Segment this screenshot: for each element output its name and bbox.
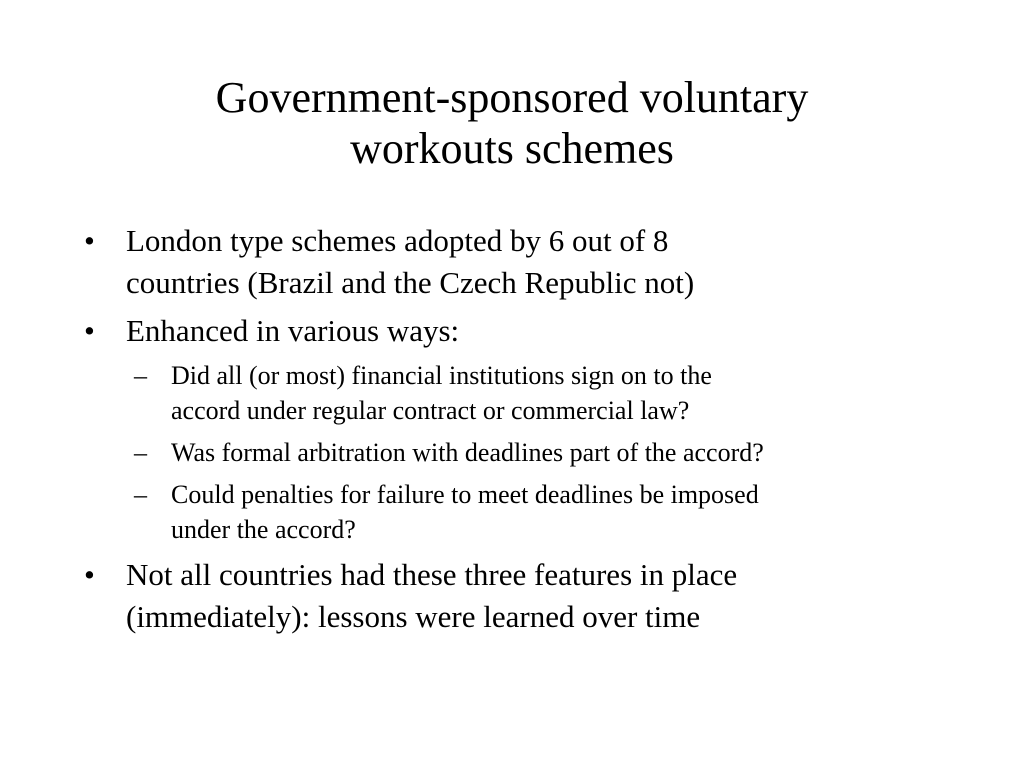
sub-bullet-item <box>134 435 964 470</box>
bullet-text <box>126 310 964 352</box>
slide-title <box>80 72 944 174</box>
sub-bullet-text-line: under the accord? <box>171 515 356 544</box>
sub-bullet-marker: – <box>134 480 147 509</box>
bullet-item <box>84 310 964 352</box>
sub-bullet-marker: – <box>134 361 147 390</box>
bullet-text-line: Not all countries had these three features in place <box>126 557 738 592</box>
sub-bullet-item <box>134 358 964 428</box>
bullet-marker: • <box>84 313 95 348</box>
bullet-text-line: Enhanced in various ways: <box>126 313 460 348</box>
slide-title-line: Government-sponsored voluntary <box>215 73 809 122</box>
bullet-text <box>126 220 964 304</box>
sub-bullet-text-line: accord under regular contract or commercial law? <box>171 396 690 425</box>
bullet-item <box>84 220 964 304</box>
sub-bullet-text-line: Could penalties for failure to meet deadlines be imposed <box>171 480 759 509</box>
sub-bullet-text-line: Was formal arbitration with deadlines part of the accord? <box>171 438 764 467</box>
bullet-text <box>126 554 964 638</box>
bullet-text-line: countries (Brazil and the Czech Republic not) <box>126 265 695 300</box>
bullet-item <box>84 554 964 638</box>
bullet-text-line: (immediately): lessons were learned over time <box>126 599 701 634</box>
bullet-marker: • <box>84 557 95 592</box>
sub-bullet-list <box>84 358 964 547</box>
sub-bullet-text <box>171 435 964 470</box>
sub-bullet-marker: – <box>134 438 147 467</box>
bullet-marker: • <box>84 223 95 258</box>
sub-bullet-text <box>171 477 964 547</box>
bullet-text-line: London type schemes adopted by 6 out of 8 <box>126 223 669 258</box>
bullet-list <box>84 220 964 638</box>
sub-bullet-item <box>134 477 964 547</box>
sub-bullet-text-line: Did all (or most) financial institutions sign on to the <box>171 361 712 390</box>
sub-bullet-text <box>171 358 964 428</box>
slide-title-line: workouts schemes <box>350 124 674 173</box>
